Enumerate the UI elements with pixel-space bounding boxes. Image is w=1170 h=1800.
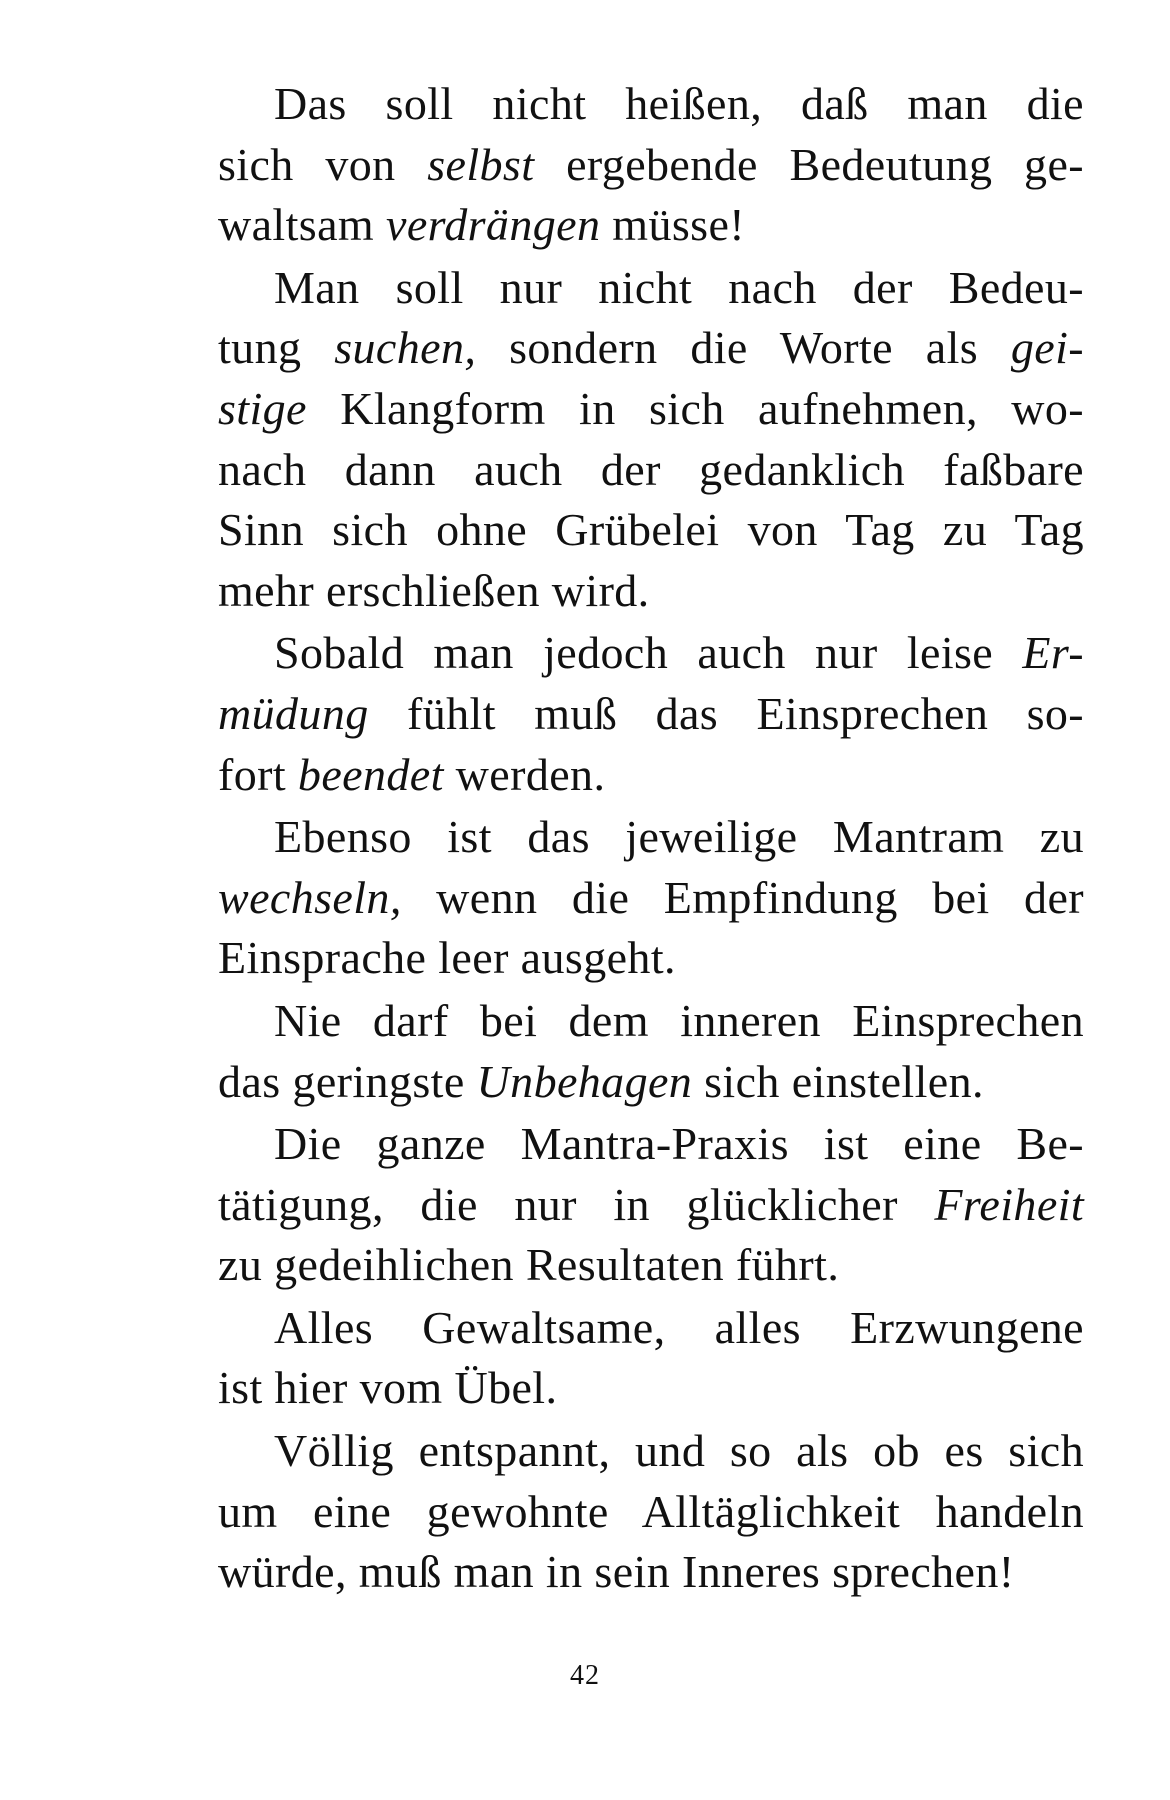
text-segment: zu gedeihlichen Resultaten führt. <box>218 1239 840 1291</box>
body-text <box>218 74 1084 1605</box>
text-segment: tätigung, die nur in glücklicher <box>218 1178 935 1230</box>
text-segment: sich von <box>218 138 428 190</box>
emphasized-text: wechseln, <box>218 871 402 923</box>
paragraph <box>218 74 1084 256</box>
text-segment: Sobald man jedoch auch nur leise <box>274 627 1023 679</box>
text-segment: sondern die Worte als <box>476 322 1011 374</box>
text-line <box>218 1175 1084 1236</box>
text-segment: Einsprache leer ausgeht. <box>218 932 676 984</box>
text-segment: würde, muß man in sein Inneres sprechen! <box>218 1546 1015 1598</box>
text-segment: Die ganze Mantra-Praxis ist eine Be- <box>274 1118 1084 1170</box>
text-line <box>218 1542 1084 1603</box>
text-line <box>218 1482 1084 1543</box>
emphasized-text: Er- <box>1022 627 1084 679</box>
text-line <box>218 195 1084 256</box>
text-line <box>218 868 1084 929</box>
text-segment: fühlt muß das Einsprechen so- <box>368 687 1084 739</box>
emphasized-text: Unbehagen <box>476 1055 693 1107</box>
text-line <box>218 684 1084 745</box>
text-segment: Klangform in sich aufnehmen, wo- <box>306 382 1084 434</box>
paragraph <box>218 991 1084 1112</box>
text-line <box>218 807 1084 868</box>
emphasized-text: verdrängen <box>386 199 601 251</box>
text-segment: Das soll nicht heißen, daß man die <box>274 78 1084 129</box>
paragraph <box>218 807 1084 989</box>
text-segment: tung <box>218 322 335 374</box>
text-segment: sich einstellen. <box>692 1055 984 1107</box>
paragraph <box>218 1421 1084 1603</box>
text-segment: ergebende Bedeutung ge- <box>534 138 1084 190</box>
emphasized-text: gei- <box>1010 322 1084 374</box>
text-line <box>218 318 1084 379</box>
text-segment: Man soll nur nicht nach der Bedeu- <box>274 261 1084 313</box>
paragraph <box>218 1298 1084 1419</box>
text-line <box>218 991 1084 1052</box>
text-segment: um eine gewohnte Alltäglichkeit handeln <box>218 1485 1084 1537</box>
text-segment: müsse! <box>600 199 745 251</box>
text-segment: Nie darf bei dem inneren Einsprechen <box>274 994 1084 1046</box>
paragraph <box>218 258 1084 622</box>
text-segment: Völlig entspannt, und so als ob es sich <box>274 1425 1084 1477</box>
text-line <box>218 379 1084 440</box>
text-line <box>218 1421 1084 1482</box>
text-line <box>218 1235 1084 1296</box>
text-line <box>218 1358 1084 1419</box>
page-number: 42 <box>570 1660 600 1691</box>
text-segment: werden. <box>443 748 606 800</box>
text-line <box>218 623 1084 684</box>
emphasized-text: beendet <box>297 748 444 800</box>
emphasized-text: stige <box>218 382 307 434</box>
text-line <box>218 1052 1084 1113</box>
text-line <box>218 745 1084 806</box>
text-line <box>218 135 1084 196</box>
text-line <box>218 440 1084 501</box>
text-line <box>218 561 1084 622</box>
text-segment: das geringste <box>218 1055 477 1107</box>
text-segment: Alles Gewaltsame, alles Erzwungene <box>274 1301 1084 1353</box>
text-line <box>218 500 1084 561</box>
text-segment: wenn die Empfindung bei der <box>401 871 1084 923</box>
text-segment: nach dann auch der gedanklich faßbare <box>218 443 1084 495</box>
text-segment: Sinn sich ohne Grübelei von Tag zu Tag <box>218 504 1084 556</box>
text-segment: mehr erschließen wird. <box>218 564 650 616</box>
text-segment: ist hier vom Übel. <box>218 1362 558 1414</box>
emphasized-text: müdung <box>218 687 369 739</box>
emphasized-text: selbst <box>427 138 535 190</box>
text-line <box>218 1298 1084 1359</box>
emphasized-text: Freiheit <box>934 1178 1084 1230</box>
text-segment: fort <box>218 748 298 800</box>
text-line <box>218 258 1084 319</box>
paragraph <box>218 623 1084 805</box>
text-line <box>218 74 1084 135</box>
emphasized-text: suchen, <box>334 322 477 374</box>
text-line <box>218 1114 1084 1175</box>
text-segment: waltsam <box>218 199 386 251</box>
text-line <box>218 928 1084 989</box>
paragraph <box>218 1114 1084 1296</box>
text-segment: Ebenso ist das jeweilige Mantram zu <box>274 811 1084 863</box>
